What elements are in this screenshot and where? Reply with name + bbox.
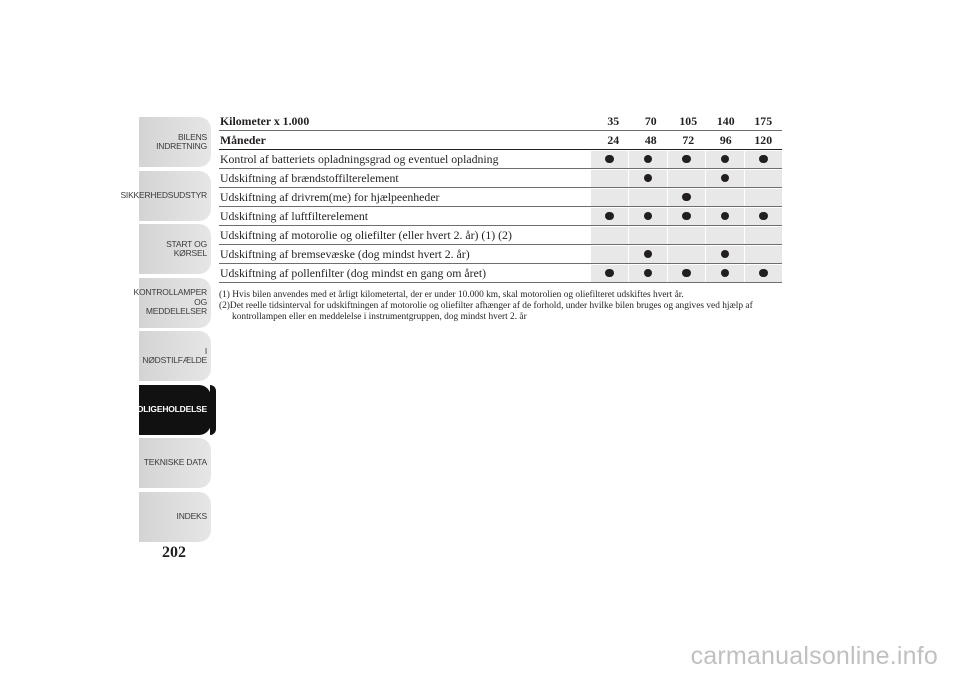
service-required-dot-icon bbox=[721, 155, 730, 164]
service-required-dot-icon bbox=[605, 212, 614, 221]
interval-cell bbox=[628, 227, 667, 244]
months-value: 96 bbox=[719, 132, 732, 147]
chapter-tab-label: BILENS INDRETNING bbox=[156, 131, 207, 151]
months-value: 72 bbox=[682, 132, 695, 147]
service-label: Udskiftning af pollenfilter (dog mindst en gang om året) bbox=[220, 265, 487, 280]
months-value: 24 bbox=[607, 132, 620, 147]
service-row bbox=[219, 169, 782, 188]
service-label: Udskiftning af motorolie og oliefilter (eller hvert 2. år) (1) (2) bbox=[220, 227, 512, 242]
service-label: Udskiftning af luftfilterelement bbox=[220, 208, 369, 223]
chapter-tab-label: START OG KØRSEL bbox=[166, 238, 207, 258]
service-required-dot-icon bbox=[644, 174, 653, 183]
interval-cell bbox=[744, 265, 783, 282]
interval-cell bbox=[667, 151, 706, 168]
service-required-dot-icon bbox=[759, 212, 768, 221]
interval-cell bbox=[744, 208, 783, 225]
interval-cell bbox=[590, 265, 629, 282]
service-row bbox=[219, 226, 782, 245]
chapter-tab[interactable] bbox=[139, 331, 211, 381]
service-required-dot-icon bbox=[721, 174, 730, 183]
service-label: Udskiftning af bremsevæske (dog mindst hvert 2. år) bbox=[220, 246, 470, 261]
interval-cell bbox=[667, 246, 706, 263]
interval-cell bbox=[667, 189, 706, 206]
km-header-label: Kilometer x 1.000 bbox=[220, 113, 310, 128]
chapter-tabs bbox=[120, 117, 211, 545]
interval-cell bbox=[744, 246, 783, 263]
maintenance-schedule-table bbox=[219, 112, 782, 283]
chapter-tab[interactable] bbox=[126, 385, 211, 435]
service-required-dot-icon bbox=[759, 155, 768, 164]
footnote-2: (2)Det reelle tidsinterval for udskiftningen af motorolie og oliefilter afhænger af de forhold, under hvilke bilen bruges og angives ved hjælp af kontrollampen eller en meddelelse i instrumentgruppen, dog mindst hvert 2. år bbox=[219, 301, 753, 322]
service-label: Udskiftning af drivrem(me) for hjælpeenheder bbox=[220, 189, 440, 204]
interval-cell bbox=[667, 208, 706, 225]
service-required-dot-icon bbox=[721, 269, 730, 278]
interval-cell bbox=[667, 227, 706, 244]
km-value: 70 bbox=[644, 113, 657, 128]
interval-cell bbox=[667, 170, 706, 187]
service-row bbox=[219, 264, 782, 283]
interval-cell bbox=[667, 265, 706, 282]
chapter-tab[interactable] bbox=[139, 492, 211, 542]
km-value: 140 bbox=[716, 113, 735, 128]
interval-cell bbox=[628, 170, 667, 187]
interval-cell bbox=[705, 189, 744, 206]
chapter-tab[interactable] bbox=[139, 438, 211, 488]
footnotes bbox=[219, 290, 779, 323]
interval-cell bbox=[628, 189, 667, 206]
service-label: Kontrol af batteriets opladningsgrad og eventuel opladning bbox=[220, 151, 499, 166]
service-required-dot-icon bbox=[721, 212, 730, 221]
interval-cell bbox=[590, 170, 629, 187]
interval-cell bbox=[705, 151, 744, 168]
interval-cell bbox=[628, 151, 667, 168]
interval-cell bbox=[705, 265, 744, 282]
interval-cell bbox=[744, 151, 783, 168]
interval-cell bbox=[628, 246, 667, 263]
interval-cell bbox=[590, 189, 629, 206]
interval-cell bbox=[705, 227, 744, 244]
interval-cell bbox=[628, 265, 667, 282]
chapter-tab-label: TEKNISKE DATA bbox=[143, 457, 207, 468]
interval-cell bbox=[705, 246, 744, 263]
months-value: 120 bbox=[754, 132, 773, 147]
chapter-tab-label: KONTROLLAMPER OG MEDDELELSER bbox=[133, 287, 207, 317]
service-required-dot-icon bbox=[759, 269, 768, 278]
chapter-tab-label: VEDLIGEHOLDELSE bbox=[126, 403, 207, 414]
footnote-1: (1) Hvis bilen anvendes med et årligt kilometertal, der er under 10.000 km, skal motorolien og oliefilteret udskiftes hvert år. bbox=[219, 290, 684, 300]
months-header-row bbox=[219, 131, 782, 150]
km-value: 35 bbox=[607, 113, 620, 128]
interval-cell bbox=[590, 208, 629, 225]
interval-cell bbox=[628, 208, 667, 225]
interval-cell bbox=[590, 151, 629, 168]
months-header-label: Måneder bbox=[220, 132, 266, 147]
service-required-dot-icon bbox=[682, 193, 691, 202]
interval-cell bbox=[744, 170, 783, 187]
months-value: 48 bbox=[644, 132, 657, 147]
km-value: 175 bbox=[754, 113, 773, 128]
interval-cell bbox=[705, 208, 744, 225]
service-row bbox=[219, 245, 782, 264]
service-required-dot-icon bbox=[644, 155, 653, 164]
service-required-dot-icon bbox=[605, 155, 614, 164]
service-required-dot-icon bbox=[605, 269, 614, 278]
service-row bbox=[219, 150, 782, 169]
interval-cell bbox=[744, 227, 783, 244]
chapter-tab-label: INDEKS bbox=[176, 510, 207, 521]
service-row bbox=[219, 207, 782, 226]
chapter-tab-label: SIKKERHEDSUDSTYR bbox=[120, 189, 207, 200]
chapter-tab[interactable] bbox=[139, 117, 211, 167]
service-required-dot-icon bbox=[682, 269, 691, 278]
service-label: Udskiftning af brændstoffilterelement bbox=[220, 170, 399, 185]
chapter-tab-label: I NØDSTILFÆLDE bbox=[142, 345, 207, 365]
interval-cell bbox=[744, 189, 783, 206]
service-required-dot-icon bbox=[644, 250, 653, 259]
interval-cell bbox=[705, 170, 744, 187]
service-required-dot-icon bbox=[721, 250, 730, 259]
chapter-tab[interactable] bbox=[139, 224, 211, 274]
service-required-dot-icon bbox=[644, 212, 653, 221]
chapter-tab[interactable] bbox=[120, 171, 211, 221]
service-row bbox=[219, 188, 782, 207]
interval-cell bbox=[590, 246, 629, 263]
service-required-dot-icon bbox=[644, 269, 653, 278]
kilometer-header-row bbox=[219, 112, 782, 131]
watermark-text: carmanualsonline.info bbox=[690, 642, 938, 670]
service-required-dot-icon bbox=[682, 212, 691, 221]
chapter-tab[interactable] bbox=[133, 278, 211, 328]
km-value: 105 bbox=[679, 113, 698, 128]
page-number: 202 bbox=[162, 544, 186, 561]
service-required-dot-icon bbox=[682, 155, 691, 164]
interval-cell bbox=[590, 227, 629, 244]
